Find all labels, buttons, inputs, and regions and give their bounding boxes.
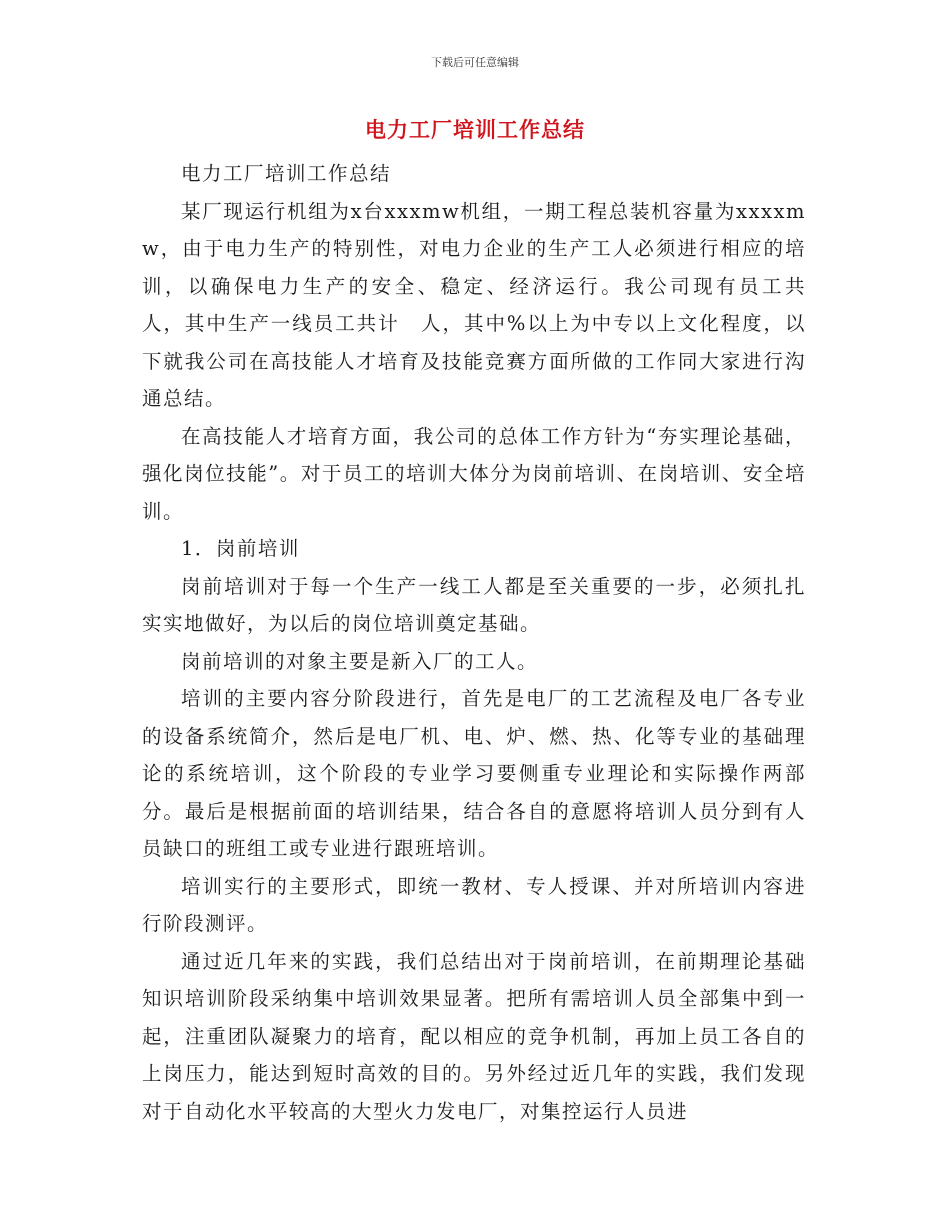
section-heading-pre-job-training: 1．岗前培训 (181, 537, 300, 560)
paragraph-intro: 某厂现运行机组为x台xxxmw机组，一期工程总装机容量为xxxxmw，由于电力生产的特别性，对电力企业的生产工人必须进行相应的培训，以确保电力生产的安全、稳定、经济运行。我公司现有员工共 人，其中生产一线员工共计 人，其中%以上为中专以上文化程度，以下就我公司在高技能人才培育及技能竞赛方面所做的工作同大家进行沟通总结。 (142, 199, 828, 410)
paragraph-policy: 在高技能人才培育方面，我公司的总体工作方针为“夯实理论基础，强化岗位技能”。对于员工的培训大体分为岗前培训、在岗培训、安全培训。 (142, 424, 806, 523)
paragraph-practice-summary: 通过近几年来的实践，我们总结出对于岗前培训，在前期理论基础知识培训阶段采纳集中培训效果显著。把所有需培训人员全部集中到一起，注重团队凝聚力的培育，配以相应的竞争机制，再加上员工各自的上岗压力，能达到短时高效的目的。另外经过近几年的实践，我们发现对于自动化水平较高的大型火力发电厂，对集控运行人员进 (142, 949, 806, 1123)
paragraph-training-form: 培训实行的主要形式，即统一教材、专人授课、并对所培训内容进行阶段测评。 (142, 874, 806, 935)
paragraph-training-content: 培训的主要内容分阶段进行，首先是电厂的工艺流程及电厂各专业的设备系统简介，然后是电厂机、电、炉、燃、热、化等专业的基础理论的系统培训，这个阶段的专业学习要侧重专业理论和实际操作两部分。最后是根据前面的培训结果，结合各自的意愿将培训人员分到有人员缺口的班组工或专业进行跟班培训。 (142, 687, 806, 860)
document-title: 电力工厂培训工作总结 (365, 118, 585, 142)
paragraph-pre-job-importance: 岗前培训对于每一个生产一线工人都是至关重要的一步，必须扎扎实实地做好，为以后的岗位培训奠定基础。 (142, 574, 806, 635)
document-body (142, 155, 828, 1130)
paragraph-pre-job-target: 岗前培训的对象主要是新入厂的工人。 (181, 649, 539, 673)
paragraph-subtitle: 电力工厂培训工作总结 (181, 162, 392, 185)
page-header-note: 下载后可任意编辑 (431, 56, 519, 69)
